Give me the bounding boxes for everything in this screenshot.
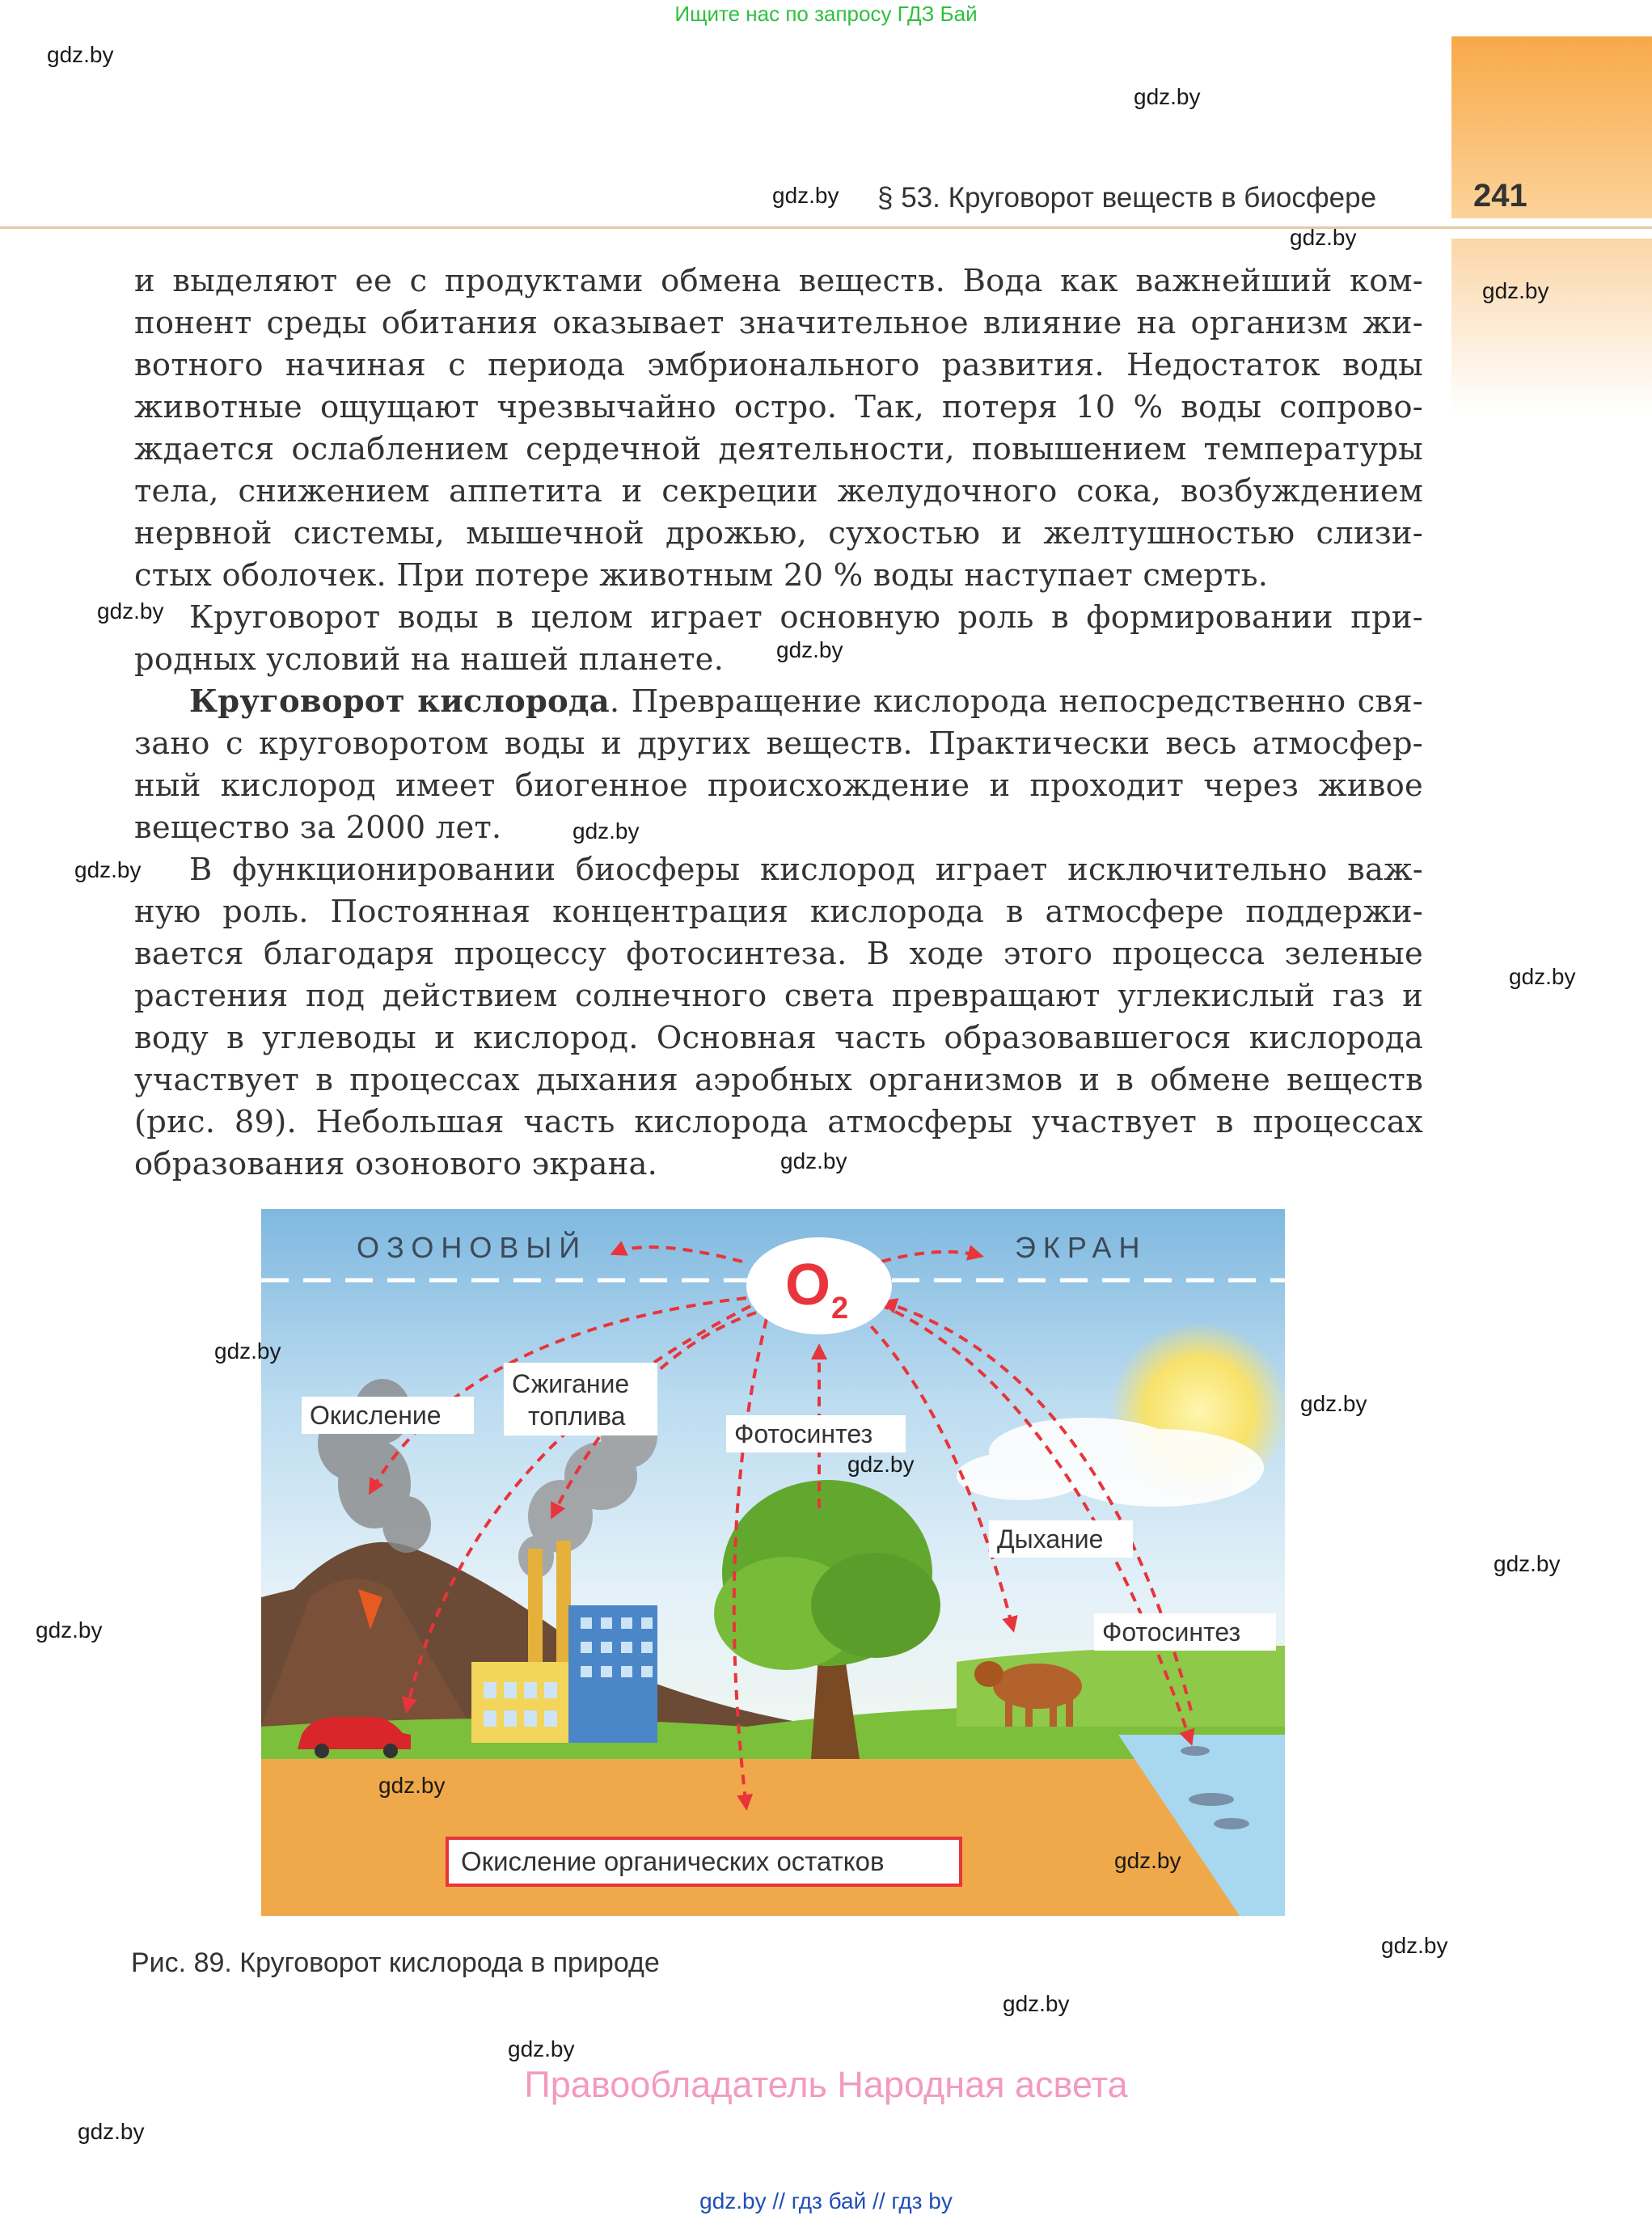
watermark: gdz.by xyxy=(508,2036,575,2061)
running-head: § 53. Круговорот веществ в биосфере xyxy=(877,182,1377,214)
text-line: вается благодаря процессу фотосинтеза. В ходе этого процесса зеленые xyxy=(134,936,1423,972)
body-text xyxy=(134,260,1423,1186)
text-line: (рис. 89). Небольшая часть кислорода атмосферы участвует в процессах xyxy=(134,1104,1423,1140)
watermark: gdz.by xyxy=(572,818,640,844)
label-photosynthesis-water: Фотосинтез xyxy=(1102,1617,1241,1647)
text-line: ждается ослаблением сердечной деятельности, повышением температуры xyxy=(134,431,1423,467)
watermark: gdz.by xyxy=(36,1617,103,1643)
label-burning-2: топлива xyxy=(528,1402,626,1431)
text-line: вещество за 2000 лет. xyxy=(134,810,502,846)
text-line: тела, снижением аппетита и секреции желудочного сока, возбуждением xyxy=(134,473,1423,509)
watermark: gdz.by xyxy=(1494,1551,1561,1576)
text-line xyxy=(134,681,1423,723)
watermark: gdz.by xyxy=(847,1452,915,1477)
text-line: животные ощущают чрезвычайно остро. Так, потеря 10 % воды сопрово- xyxy=(134,389,1423,425)
oxygen-cycle-figure xyxy=(261,1209,1285,1916)
text-line: родных условий на нашей планете. xyxy=(134,641,725,678)
label-organic-oxidation: Окисление органических остатков xyxy=(461,1846,885,1876)
rights-notice: Правообладатель Народная асвета xyxy=(524,2064,1128,2105)
watermark: gdz.by xyxy=(1114,1848,1181,1873)
page-corner-gradient xyxy=(1451,239,1652,412)
watermark: gdz.by xyxy=(214,1338,281,1364)
label-respiration: Дыхание xyxy=(997,1524,1104,1554)
text-line: вотного начиная с периода эмбрионального развития. Недостаток воды xyxy=(134,347,1423,383)
watermark: gdz.by xyxy=(776,637,843,662)
text-line: образования озонового экрана. xyxy=(134,1146,658,1182)
watermark: gdz.by xyxy=(97,598,164,624)
bottom-links[interactable]: gdz.by // гдз бай // гдз by xyxy=(699,2188,953,2213)
label-photosynthesis-land: Фотосинтез xyxy=(734,1419,873,1448)
label-burning-1: Сжигание xyxy=(512,1369,630,1398)
text-line: ную роль. Постоянная концентрация кислорода в атмосфере поддержи- xyxy=(134,894,1423,930)
section-term: Круговорот кислорода xyxy=(189,683,610,720)
ozone-label-left: ОЗОНОВЫЙ xyxy=(357,1231,588,1264)
watermark: gdz.by xyxy=(1509,964,1576,989)
watermark: gdz.by xyxy=(1381,1933,1448,1958)
text-line-rest: . Превращение кислорода непосредственно свя- xyxy=(609,683,1423,720)
figure-caption: Рис. 89. Круговорот кислорода в природе xyxy=(131,1947,660,1978)
watermark: gdz.by xyxy=(47,42,114,67)
oxygen-cycle-illustration xyxy=(261,1209,1285,1916)
text-line: зано с круговоротом воды и других веществ. Практически весь атмосфер- xyxy=(134,725,1423,762)
ozone-label-right: ЭКРАН xyxy=(1015,1231,1147,1264)
watermark: gdz.by xyxy=(1134,84,1201,109)
text-line: ный кислород имеет биогенное происхождение и проходит через живое xyxy=(134,767,1423,804)
text-line: Круговорот воды в целом играет основную роль в формировании при- xyxy=(189,599,1423,636)
watermark: gdz.by xyxy=(1300,1391,1367,1416)
text-line: и выделяют ее с продуктами обмена веществ. Вода как важнейший ком- xyxy=(134,263,1423,299)
text-line: нервной системы, мышечной дрожью, сухостью и желтушностью слизи- xyxy=(134,515,1423,552)
watermark: gdz.by xyxy=(1482,278,1549,303)
o2-subscript: 2 xyxy=(831,1292,849,1326)
top-search-note: Ищите нас по запросу ГДЗ Бай xyxy=(674,2,978,26)
text-line: растения под действием солнечного света превращают углекислый газ и xyxy=(134,978,1423,1014)
watermark: gdz.by xyxy=(74,857,142,882)
text-line: В функционировании биосферы кислород играет исключительно важ- xyxy=(189,852,1423,888)
watermark: gdz.by xyxy=(1003,1991,1070,2016)
header-divider xyxy=(0,226,1652,229)
watermark: gdz.by xyxy=(78,2119,145,2144)
text-line: участвует в процессах дыхания аэробных организмов и в обмене веществ xyxy=(134,1062,1423,1098)
text-line: воду в углеводы и кислород. Основная часть образовавшегося кислорода xyxy=(134,1020,1423,1056)
watermark: gdz.by xyxy=(772,183,839,208)
text-line: стых оболочек. При потере животным 20 % воды наступает смерть. xyxy=(134,557,1269,594)
watermark: gdz.by xyxy=(1290,225,1357,250)
text-line: понент среды обитания оказывает значительное влияние на организм жи- xyxy=(134,305,1423,341)
label-oxidation: Окисление xyxy=(310,1401,442,1430)
page-number: 241 xyxy=(1473,178,1527,214)
watermark: gdz.by xyxy=(378,1773,446,1798)
watermark: gdz.by xyxy=(780,1148,847,1173)
o2-letter: O xyxy=(785,1253,831,1317)
